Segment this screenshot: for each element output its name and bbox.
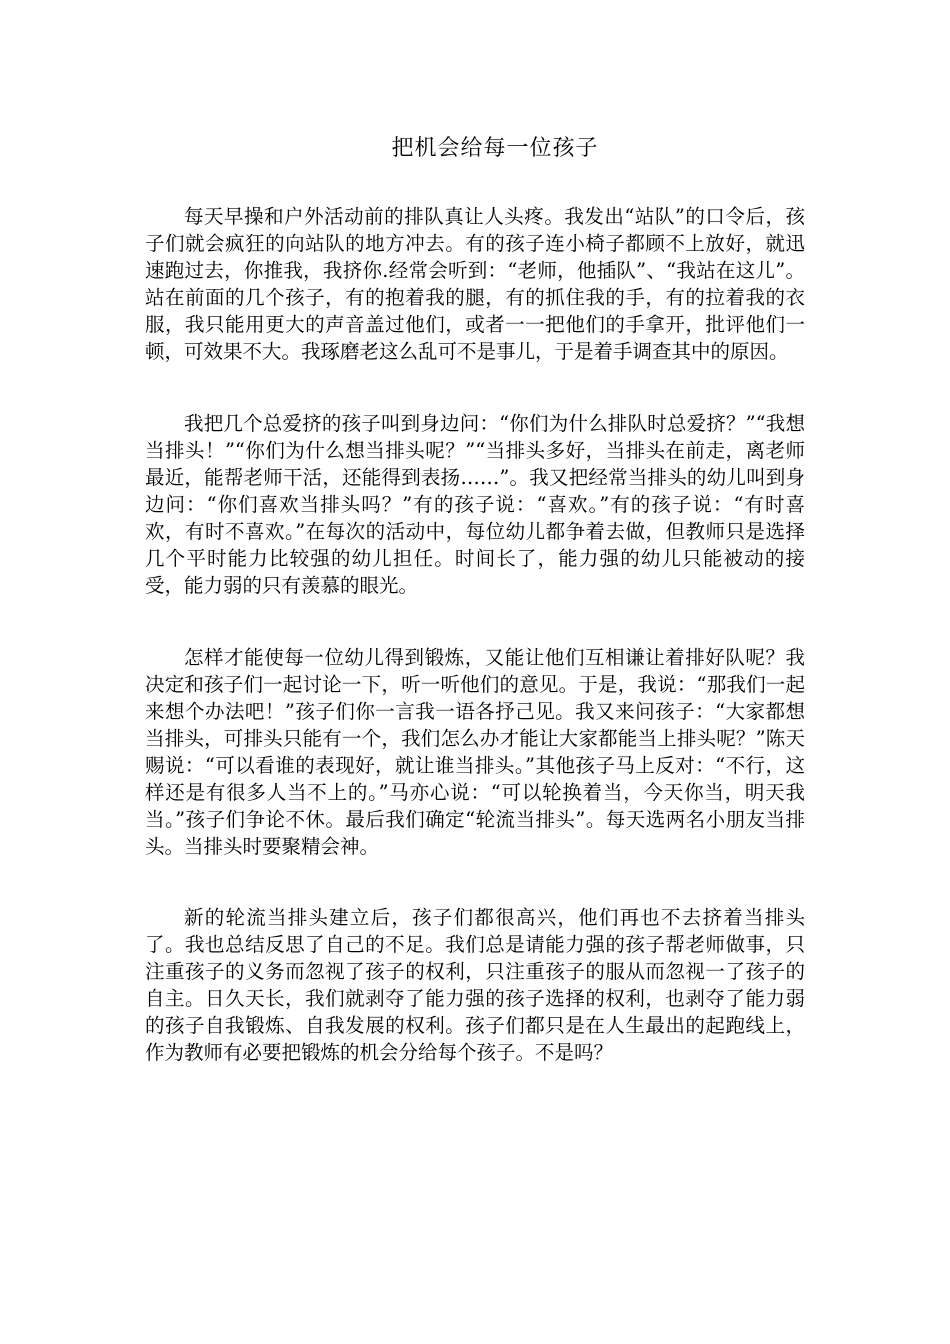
paragraph-3: 怎样才能使每一位幼儿得到锻炼，又能让他们互相谦让着排好队呢？我决定和孩子们一起讨论一下，听一听他们的意见。于是，我说：“那我们一起来想个办法吧！”孩子们你一言我一语各抒己见。我又来问孩子：“大家都想当排头，可排头只能有一个，我们怎么办才能让大家都能当上排头呢？”陈天赐说：“可以看谁的表现好，就让谁当排头。”其他孩子马上反对：“不行，这样还是有很多人当不上的。”马亦心说：“可以轮换着当，今天你当，明天我当。”孩子们争论不休。最后我们确定“轮流当排头”。每天选两名小朋友当排头。当排头时要聚精会神。 [145,646,805,858]
document-title: 把机会给每一位孩子 [391,136,599,161]
paragraph-2: 我把几个总爱挤的孩子叫到身边问：“你们为什么排队时总爱挤？”“我想当排头！”“你们为什么想当排头呢？”“当排头多好，当排头在前走，离老师最近，能帮老师干活，还能得到表扬……”。我又把经常当排头的幼儿叫到身边问：“你们喜欢当排头吗？”有的孩子说：“喜欢。”有的孩子说：“有时喜欢，有时不喜欢。”在每次的活动中，每位幼儿都争着去做，但教师只是选择几个平时能力比较强的幼儿担任。时间长了，能力强的幼儿只能被动的接受，能力弱的只有羡慕的眼光。 [145,412,805,597]
paragraph-1: 每天早操和户外活动前的排队真让人头疼。我发出“站队”的口令后，孩子们就会疯狂的向站队的地方冲去。有的孩子连小椅子都顾不上放好，就迅速跑过去，你推我，我挤你.经常会听到：“老师，他插队”、“我站在这儿”。站在前面的几个孩子，有的抱着我的腿，有的抓住我的手，有的拉着我的衣服，我只能用更大的声音盖过他们，或者一一把他们的手拿开，批评他们一顿，可效果不大。我琢磨老这么乱可不是事儿，于是着手调查其中的原因。 [145,205,805,363]
paragraph-4: 新的轮流当排头建立后，孩子们都很高兴，他们再也不去挤着当排头了。我也总结反思了自己的不足。我们总是请能力强的孩子帮老师做事，只注重孩子的义务而忽视了孩子的权利，只注重孩子的服从而忽视一了孩子的自主。日久天长，我们就剥夺了能力强的孩子选择的权利，也剥夺了能力弱的孩子自我锻炼、自我发展的权利。孩子们都只是在人生最出的起跑线上，作为教师有必要把锻炼的机会分给每个孩子。不是吗？ [145,906,805,1064]
